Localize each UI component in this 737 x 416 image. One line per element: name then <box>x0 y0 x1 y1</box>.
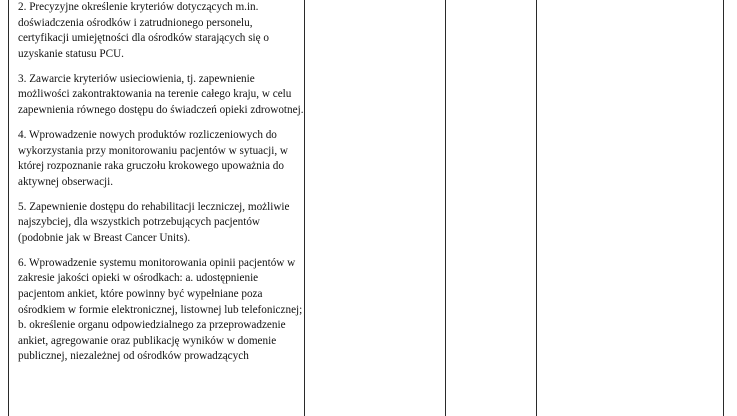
recommendation-paragraph: 3. Zawarcie kryteriów usieciowienia, tj. zapewnienie możliwości zakontraktowania na terenie całego kraju, w celu zapewnienia równego dostępu do świadczeń opieki zdrowotnej. <box>18 72 304 116</box>
table-cell-recommendations <box>18 0 304 374</box>
table-column-divider-1 <box>304 0 305 416</box>
recommendation-paragraph: 2. Precyzyjne określenie kryteriów dotyczących m.in. doświadczenia ośrodków i zatrudnionego personelu, certyfikacji umiejętności dla ośrodków starających się o uzyskanie statusu PCU. <box>18 1 270 60</box>
recommendation-paragraph: 4. Wprowadzenie nowych produktów rozliczeniowych do wykorzystania przy monitorowaniu pacjentów w sytuacji, w której rozpoznanie raka gruczołu krokowego upoważnia do aktywnej obserwacji. <box>18 128 288 188</box>
recommendation-paragraph: 5. Zapewnienie dostępu do rehabilitacji leczniczej, możliwie najszybciej, dla wszystkich potrzebujących pacjentów (podobnie jak w Breast Cancer Units). <box>18 200 290 244</box>
table-border-right <box>723 0 724 416</box>
table-column-divider-2 <box>445 0 446 416</box>
table-border-left <box>8 0 9 416</box>
table-column-divider-3 <box>536 0 537 416</box>
recommendation-paragraph: 6. Wprowadzenie systemu monitorowania opinii pacjentów w zakresie jakości opieki w ośrodkach: a. udostępnienie pacjentom ankiet, które powinny być wypełniane poza ośrodkiem w formie elektronicznej, listownej lub telefonicznej; b. określenie organu odpowiedzialnego za przeprowadzenie ankiet, agregowanie oraz publikację wyników w domenie publicznej, niezależnej od ośrodków prowadzących <box>18 256 303 363</box>
